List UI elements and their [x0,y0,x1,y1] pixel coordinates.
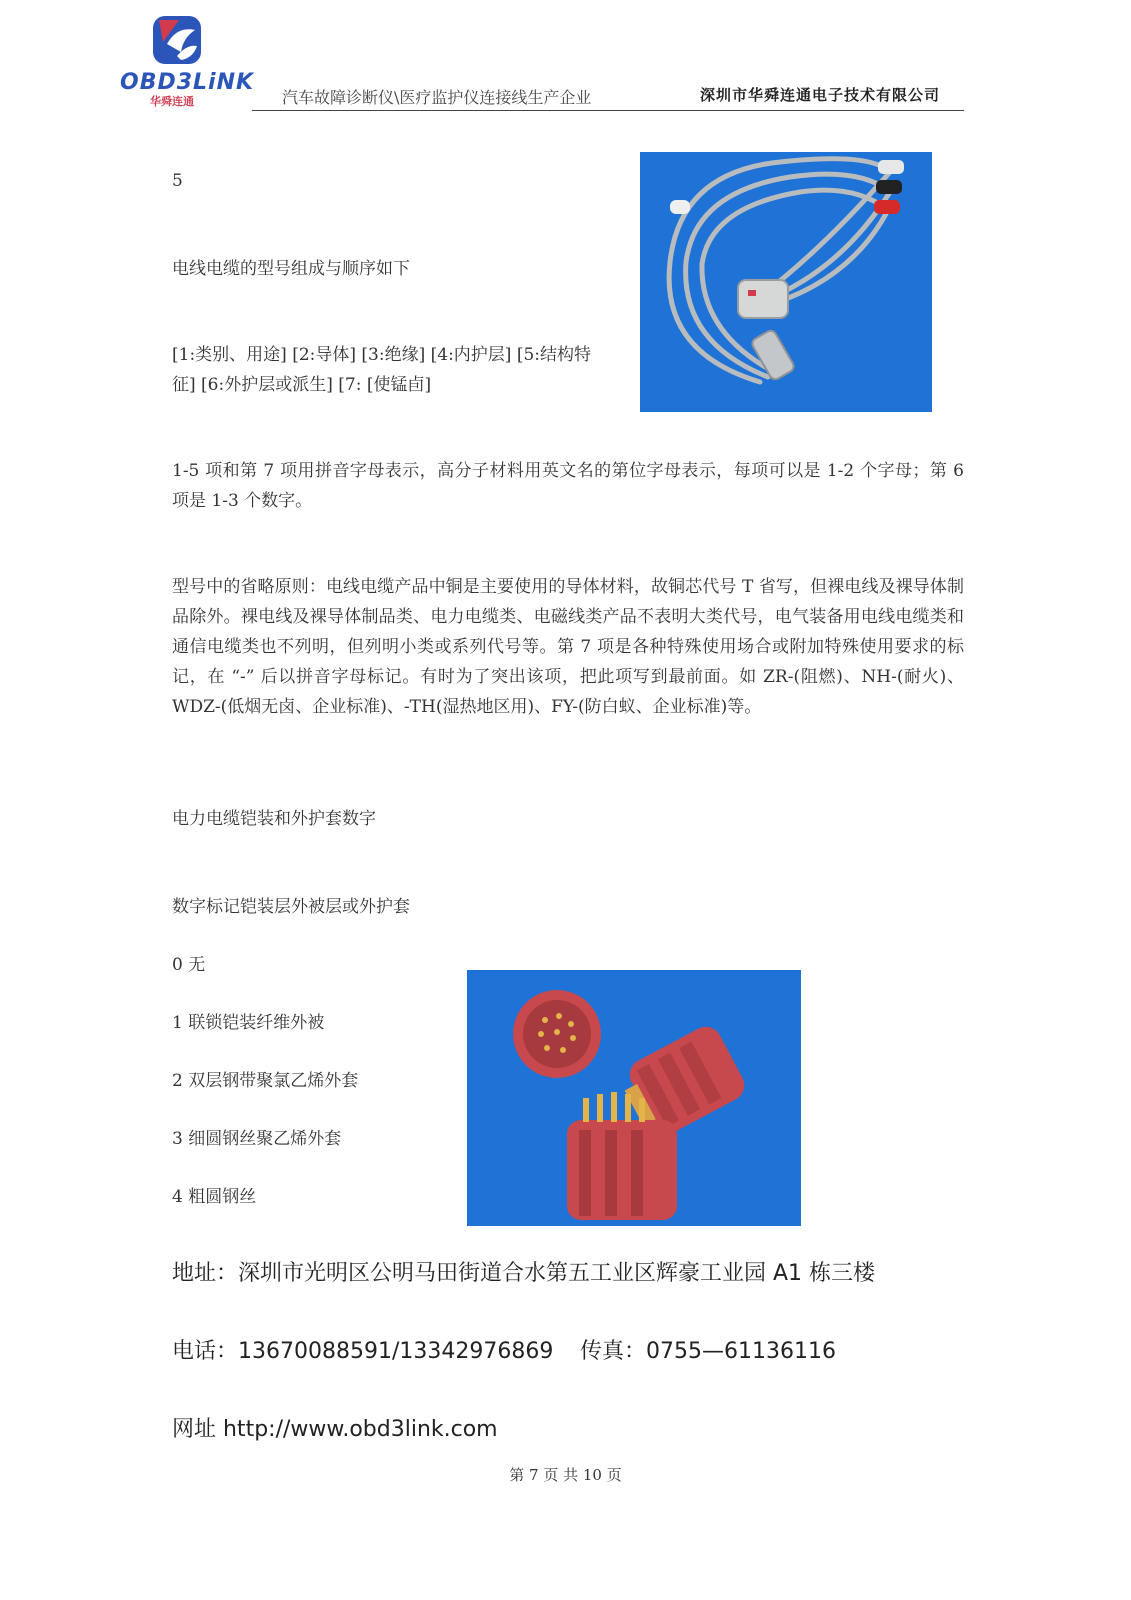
order-line-2: 征] [6:外护层或派生] [7: [使锰卣] [172,375,432,395]
footer-address: 地址：深圳市光明区公明马田街道合水第五工业区辉豪工业园 A1 栋三楼 [172,1261,876,1286]
list-item: 3 细圆钢丝聚乙烯外套 [172,1129,342,1149]
list-item: 0 无 [172,955,206,975]
item-number: 5 [172,171,183,191]
heading-model-order: 电线电缆的型号组成与顺序如下 [172,259,410,279]
heading-armor-marks: 数字标记铠装层外被层或外护套 [172,897,410,917]
heading-armor: 电力电缆铠装和外护套数字 [172,809,376,829]
header-tagline: 汽车故障诊断仪\医疗监护仪连接线生产企业 [282,88,592,107]
footer-phone: 电话：13670088591/13342976869 [172,1339,554,1364]
order-line-1: [1:类别、用途] [2:导体] [3:绝缘] [4:内护层] [5:结构特 [172,345,592,365]
footer-fax: 传真：0755—61136116 [580,1339,836,1364]
connector-photo [467,970,801,1226]
paragraph-omission: 型号中的省略原则：电线电缆产品中铜是主要使用的导体材料，故铜芯代号 T 省写，但裸电线及裸导体制品除外。裸电线及裸导体制品类、电力电缆类、电磁线类产品不表明大类代号，电气装备用电线电缆类和通信电缆类也不列明，但列明小类或系列代号等。第 7 项是各种特殊使用场合或附加特殊使用要求的标记，在 “-” 后以拼音字母标记。有时为了突出该项，把此项写到最前面。如 ZR-(阻燃)、NH-(耐火)、WDZ-(低烟无卤、企业标准)、-TH(湿热地区用)、FY-(防白蚁、企业标准)等。 [172,577,964,717]
paragraph-pinyin: 1-5 项和第 7 项用拼音字母表示，高分子材料用英文名的第位字母表示，每项可以是 1-2 个字母；第 6 项是 1-3 个数字。 [172,461,964,511]
list-item: 2 双层钢带聚氯乙烯外套 [172,1071,359,1091]
list-item: 1 联锁铠装纤维外被 [172,1013,325,1033]
header-company: 深圳市华舜连通电子技术有限公司 [700,86,941,104]
logo-subtitle: 华舜连通 [150,95,194,108]
header-divider [252,110,964,111]
footer-website: 网址 http://www.obd3link.com [172,1417,498,1442]
page-number: 第 7 页 共 10 页 [509,1466,622,1484]
ecg-cable-photo [640,152,932,412]
list-item: 4 粗圆钢丝 [172,1187,257,1207]
logo-text: OBD3LiNK [120,70,255,95]
